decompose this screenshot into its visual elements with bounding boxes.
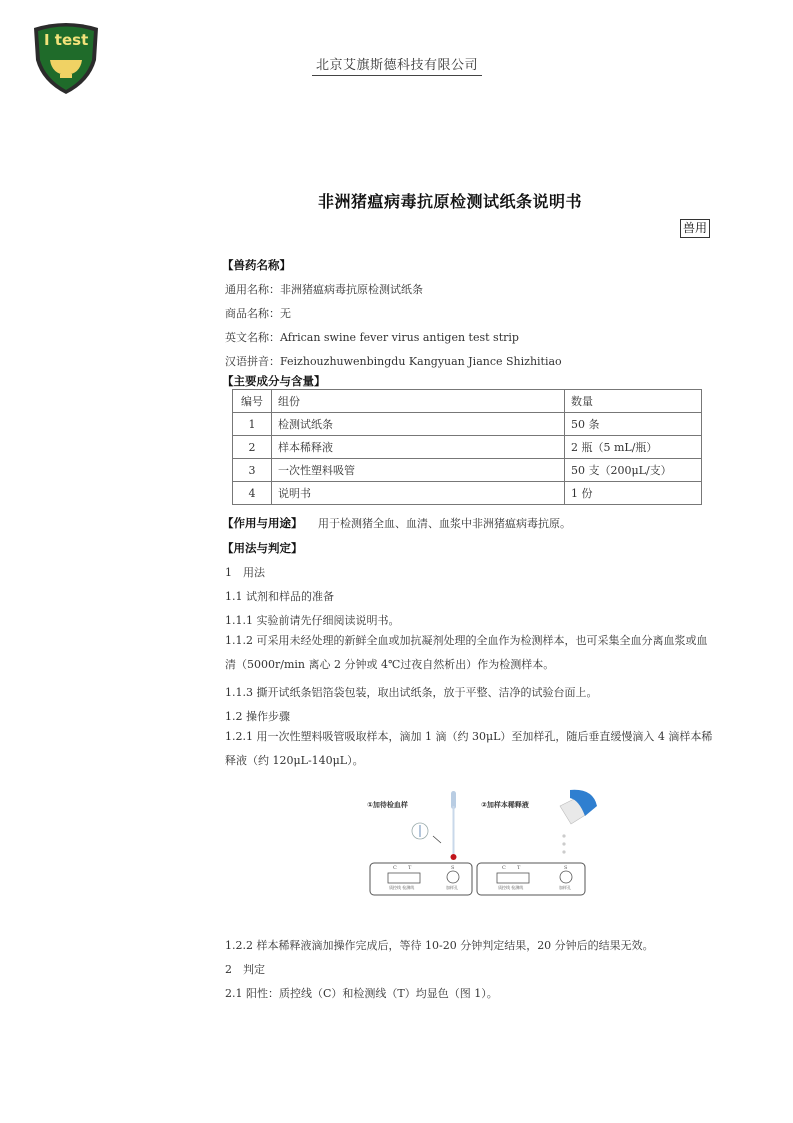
step-1-1-1: 1.1.1 实验前请先仔细阅读说明书。 [225, 614, 400, 627]
figure-window-caption: 质控线 检测线 [389, 885, 415, 890]
figure-step1-label: ①加待检血样 [367, 801, 408, 809]
header-cell: 编号 [233, 390, 272, 413]
step-2-1-positive: 2.1 阳性：质控线（C）和检测线（T）均显色（图 1）。 [225, 987, 498, 1000]
pinyin-name: 汉语拼音：Feizhouzhuwenbingdu Kangyuan Jiance Shizhitiao [225, 355, 562, 368]
company-logo [30, 20, 102, 96]
figure-t-label: T [408, 865, 412, 871]
subheading-usage: 1 用法 [225, 566, 265, 579]
table-cell: 样本稀释液 [272, 436, 565, 459]
step-1-1-2: 1.1.2 可采用未经处理的新鲜全血或加抗凝剂处理的全血作为检测样本，也可采集全血分离血浆或血清（5000r/min 离心 2 分钟或 4℃过夜自然析出）作为检测样本。 [225, 634, 708, 671]
section-heading-composition: 【主要成分与含量】 [222, 374, 326, 388]
figure-t-label-2: T [517, 865, 521, 871]
figure-c-label-2: C [502, 865, 506, 871]
figure-window-caption-2: 质控线 检测线 [498, 885, 524, 890]
logo-text: I test [44, 31, 89, 49]
table-cell: 50 支（200μL/支） [565, 459, 702, 482]
table-row [233, 482, 702, 505]
step-1-2-1: 1.2.1 用一次性塑料吸管吸取样本，滴加 1 滴（约 30μL）至加样孔，随后垂直缓慢滴入 4 滴样本稀释液（约 120μL-140μL）。 [225, 730, 713, 767]
generic-name: 通用名称：非洲猪瘟病毒抗原检测试纸条 [225, 283, 423, 296]
english-name: 英文名称：African swine fever virus antigen test strip [225, 331, 519, 344]
usage-text: 用于检测猪全血、血清、血浆中非洲猪瘟病毒抗原。 [318, 517, 571, 530]
table-cell: 说明书 [272, 482, 565, 505]
section-heading-method: 【用法与判定】 [222, 541, 303, 555]
subheading-prep: 1.1 试剂和样品的准备 [225, 590, 334, 603]
section-heading-usage: 【作用与用途】 [222, 516, 303, 530]
veterinary-badge: 兽用 [680, 219, 710, 238]
usage-paragraph [222, 516, 571, 531]
figure-s-label-2: S [564, 865, 568, 871]
document-title: 非洲猪瘟病毒抗原检测试纸条说明书 [318, 192, 583, 211]
table-cell: 1 份 [565, 482, 702, 505]
figure-s-label: S [451, 865, 455, 871]
table-cell: 一次性塑料吸管 [272, 459, 565, 482]
subheading-judgement: 2 判定 [225, 963, 265, 976]
subheading-procedure: 1.2 操作步骤 [225, 710, 290, 723]
figure-c-label: C [393, 865, 397, 871]
header-cell: 组份 [272, 390, 565, 413]
trade-name: 商品名称：无 [225, 307, 291, 320]
section-heading-drug-name: 【兽药名称】 [222, 258, 291, 272]
table-cell: 4 [233, 482, 272, 505]
table-cell: 50 条 [565, 413, 702, 436]
table-header-row [233, 390, 702, 413]
figure-step2-label: ②加样本稀释液 [481, 801, 529, 809]
header-cell: 数量 [565, 390, 702, 413]
table-row [233, 413, 702, 436]
table-cell: 3 [233, 459, 272, 482]
company-name: 北京艾旗斯德科技有限公司 [312, 58, 482, 76]
step-1-1-3: 1.1.3 撕开试纸条铝箔袋包装，取出试纸条，放于平整、洁净的试验台面上。 [225, 686, 598, 699]
table-cell: 检测试纸条 [272, 413, 565, 436]
table-cell: 1 [233, 413, 272, 436]
table-row [233, 459, 702, 482]
procedure-illustration [365, 788, 600, 898]
table-row [233, 436, 702, 459]
figure-well-caption: 加样孔 [446, 885, 458, 890]
table-cell: 2 [233, 436, 272, 459]
table-cell: 2 瓶（5 mL/瓶） [565, 436, 702, 459]
figure-well-caption-2: 加样孔 [559, 885, 571, 890]
composition-table [232, 389, 702, 505]
step-1-2-2: 1.2.2 样本稀释液滴加操作完成后，等待 10-20 分钟判定结果，20 分钟后的结果无效。 [225, 939, 654, 952]
